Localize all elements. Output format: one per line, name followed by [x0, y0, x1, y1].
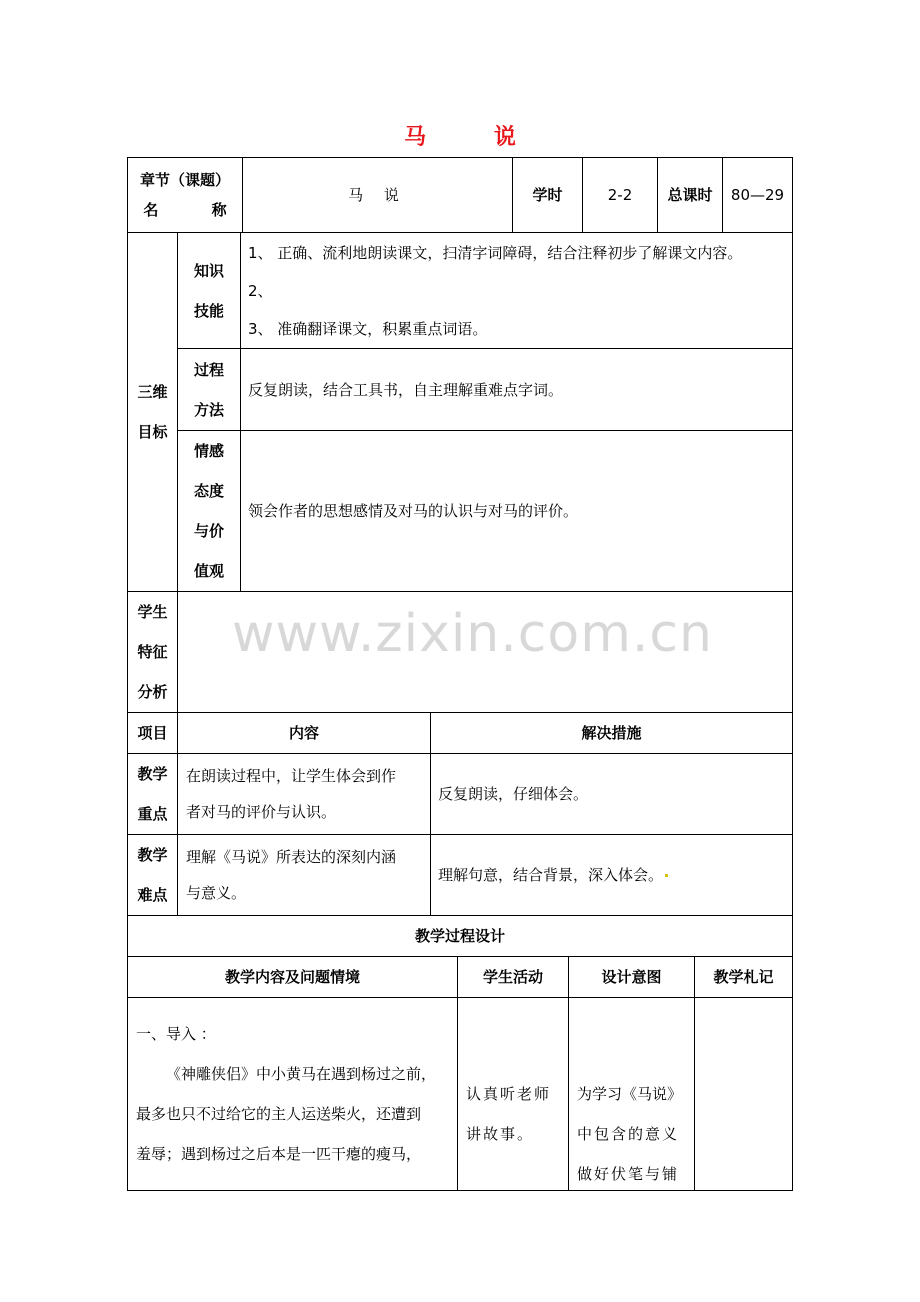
- difficulty-content-line1: 理解《马说》所表达的深刻内涵: [186, 848, 397, 866]
- process-content-line2: 《神雕侠侣》中小黄马在遇到杨过之前，: [166, 1065, 437, 1083]
- emotion-content: 领会作者的思想感情及对马的认识与对马的评价。: [248, 502, 579, 520]
- difficulty-label-line2: 难点: [137, 886, 168, 904]
- process-content-line1: 一、导入 ：: [136, 1025, 216, 1043]
- difficulty-label-line1: 教学: [137, 846, 168, 864]
- chapter-label-line1: 章节（课题）: [140, 171, 231, 189]
- emotion-label-line1: 情感: [193, 442, 224, 460]
- student-analysis-line2: 特征: [137, 643, 168, 661]
- student-analysis-line1: 学生: [137, 603, 168, 621]
- emotion-label-line4: 值观: [193, 562, 224, 580]
- key-point-label-line1: 教学: [137, 765, 168, 783]
- process-activity-line1: 认真听老师: [466, 1085, 552, 1103]
- process-label: [178, 349, 240, 430]
- items-header-content: 内容: [288, 724, 319, 742]
- key-point-content-line1: 在朗读过程中，让学生体会到作: [186, 767, 397, 785]
- process-intent-body: [577, 1074, 692, 1194]
- watermark: www.zixin.com.cn: [232, 604, 713, 664]
- process-design-title: 教学过程设计: [414, 927, 505, 945]
- total-hours-value: 80—29: [730, 186, 785, 204]
- document-title: 马 说: [404, 125, 546, 150]
- process-content-line3: 最多也只不过给它的主人运送柴火，还遭到: [136, 1105, 422, 1123]
- student-analysis-line3: 分析: [137, 683, 168, 701]
- goals-label-line2: 目标: [137, 423, 168, 441]
- process-header-intent: 设计意图: [601, 968, 662, 986]
- chapter-label-cell: [128, 158, 251, 232]
- emotion-label-line2: 态度: [193, 482, 224, 500]
- process-content-line4: 羞辱；遇到杨过之后本是一匹干瘪的瘦马，: [136, 1145, 422, 1163]
- goals-label-line1: 三维: [137, 383, 168, 401]
- emotion-label: [178, 431, 240, 591]
- difficulty-label: [128, 835, 177, 915]
- knowledge-line-1: 1、 正确、流利地朗读课文，扫清字词障碍，结合注释初步了解课文内容。: [248, 243, 743, 262]
- knowledge-line-2: 2、: [248, 281, 273, 300]
- total-hours-label: 总课时: [667, 186, 713, 204]
- knowledge-label-line1: 知识: [193, 261, 224, 280]
- knowledge-label-line2: 技能: [193, 301, 224, 320]
- stray-dot-mark: [665, 874, 668, 877]
- process-content: 反复朗读，结合工具书，自主理解重难点字词。: [248, 380, 564, 399]
- process-intent-line1: 为学习《马说》: [577, 1085, 683, 1103]
- process-header-activity: 学生活动: [482, 968, 543, 986]
- process-activity-body: [466, 1074, 564, 1154]
- hours-value: 2-2: [607, 186, 633, 204]
- difficulty-measure: [438, 835, 788, 915]
- process-header-notes: 教学札记: [713, 968, 774, 986]
- process-label-line1: 过程: [193, 360, 224, 379]
- knowledge-line-3: 3、 准确翻译课文，积累重点词语。: [248, 319, 488, 338]
- process-label-line2: 方法: [193, 400, 224, 419]
- key-point-label: [128, 754, 177, 834]
- chapter-label-line2: 名 称: [143, 201, 251, 219]
- key-point-label-line2: 重点: [137, 805, 168, 823]
- difficulty-content: [186, 835, 430, 915]
- items-header-measure: 解决措施: [581, 724, 642, 742]
- process-content-body: [136, 1014, 451, 1174]
- key-point-measure: 反复朗读，仔细体会。: [438, 785, 589, 803]
- difficulty-measure-text: 理解句意，结合背景，深入体会。: [438, 866, 664, 884]
- key-point-content-line2: 者对马的评价与认识。: [186, 803, 337, 821]
- items-header-item: 项目: [137, 724, 168, 742]
- hours-label: 学时: [532, 186, 563, 204]
- process-intent-line2: 中包含的意义: [577, 1125, 680, 1143]
- knowledge-content: [248, 233, 788, 348]
- process-intent-line3: 做好伏笔与铺: [577, 1165, 680, 1183]
- lesson-name: 马 说: [348, 186, 407, 204]
- difficulty-content-line2: 与意义。: [186, 884, 247, 902]
- process-header-content: 教学内容及问题情境: [224, 968, 360, 986]
- process-activity-line2: 讲故事。: [466, 1125, 535, 1143]
- key-point-content: [186, 754, 430, 834]
- goals-group-label: [128, 233, 177, 591]
- emotion-label-line3: 与价: [193, 522, 224, 540]
- student-analysis-label: [128, 592, 177, 712]
- knowledge-label: [178, 233, 240, 348]
